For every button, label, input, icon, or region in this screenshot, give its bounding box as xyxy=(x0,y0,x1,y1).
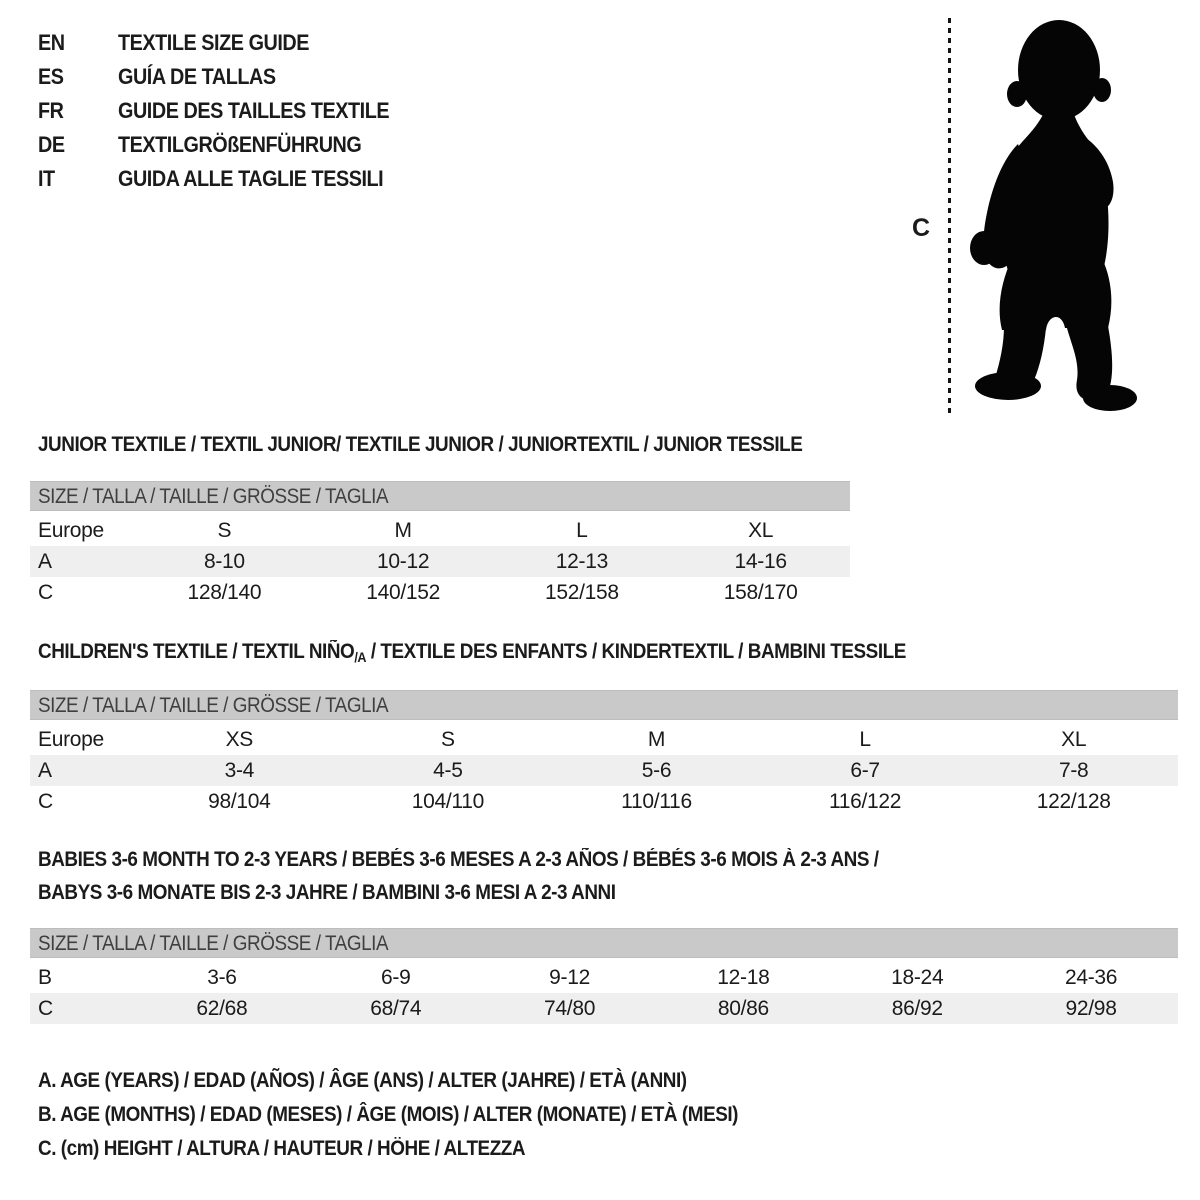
row-label: A xyxy=(38,759,52,782)
height-cell: 74/80 xyxy=(544,997,596,1020)
babies-size-table xyxy=(30,928,1178,1024)
row-label: B xyxy=(38,966,52,989)
children-title-rest: / TEXTILE DES ENFANTS / KINDERTEXTIL / BAMBINI TESSILE xyxy=(366,640,906,663)
children-title-sub: /A xyxy=(354,649,367,665)
size-cell: M xyxy=(394,519,412,542)
height-cell: 158/170 xyxy=(723,581,798,604)
size-cell: S xyxy=(217,519,232,542)
language-row-it xyxy=(38,162,419,196)
size-cell: L xyxy=(859,728,871,751)
row-label: Europe xyxy=(38,519,104,542)
size-header-bar: SIZE / TALLA / TAILLE / GRÖSSE / TAGLIA xyxy=(30,690,1178,720)
row-label: C xyxy=(38,997,53,1020)
legend-height-cm: C. (cm) HEIGHT / ALTURA / HAUTEUR / HÖHE / ALTEZZA xyxy=(38,1137,526,1160)
row-label: Europe xyxy=(38,728,104,751)
age-cell: 10-12 xyxy=(377,550,430,573)
row-label: A xyxy=(38,550,52,573)
table-row-height xyxy=(30,577,850,608)
size-cell: XL xyxy=(1061,728,1087,751)
size-cell: S xyxy=(441,728,455,751)
language-row-en xyxy=(38,26,419,60)
guide-title-de: TEXTILGRÖßENFÜHRUNG xyxy=(118,132,362,157)
language-row-es xyxy=(38,60,419,94)
age-cell: 6-7 xyxy=(850,759,880,782)
age-cell: 4-5 xyxy=(433,759,463,782)
height-cell: 62/68 xyxy=(196,997,248,1020)
language-code: DE xyxy=(38,132,65,157)
age-cell: 12-13 xyxy=(555,550,608,573)
junior-section-title: JUNIOR TEXTILE / TEXTIL JUNIOR/ TEXTILE JUNIOR / JUNIORTEXTIL / JUNIOR TESSILE xyxy=(38,433,803,456)
language-title-list xyxy=(38,26,419,196)
table-row-region xyxy=(30,515,850,546)
language-row-fr xyxy=(38,94,419,128)
table-row-region xyxy=(30,724,1178,755)
size-cell: L xyxy=(576,519,588,542)
height-cell: 68/74 xyxy=(370,997,422,1020)
size-header-bar: SIZE / TALLA / TAILLE / GRÖSSE / TAGLIA xyxy=(30,928,1178,958)
age-cell: 3-4 xyxy=(224,759,255,782)
table-row-height xyxy=(30,786,1178,817)
age-cell: 9-12 xyxy=(549,966,590,989)
measure-legend xyxy=(38,1064,816,1166)
age-cell: 7-8 xyxy=(1058,759,1089,782)
table-row-height xyxy=(30,993,1178,1024)
age-cell: 18-24 xyxy=(891,966,944,989)
children-size-table xyxy=(30,690,1178,817)
babies-section-title-line2: BABYS 3-6 MONATE BIS 2-3 JAHRE / BAMBINI 3-6 MESI A 2-3 ANNI xyxy=(38,881,616,904)
size-cell: M xyxy=(647,728,666,751)
height-cell: 80/86 xyxy=(717,997,769,1020)
size-header-bar: SIZE / TALLA / TAILLE / GRÖSSE / TAGLIA xyxy=(30,481,850,511)
height-cell: 86/92 xyxy=(891,997,943,1020)
legend-age-years: A. AGE (YEARS) / EDAD (AÑOS) / ÂGE (ANS) / ALTER (JAHRE) / ETÀ (ANNI) xyxy=(38,1069,687,1092)
age-cell: 6-9 xyxy=(381,966,411,989)
language-code: IT xyxy=(38,166,55,191)
size-cell: XL xyxy=(748,519,774,542)
age-cell: 12-18 xyxy=(717,966,770,989)
language-row-de xyxy=(38,128,419,162)
age-cell: 3-6 xyxy=(207,966,237,989)
height-cell: 98/104 xyxy=(208,790,271,813)
children-title-main: CHILDREN'S TEXTILE / TEXTIL NIÑO xyxy=(38,640,355,663)
age-cell: 24-36 xyxy=(1064,966,1118,989)
table-row-age xyxy=(30,755,1178,786)
height-measure-label: C xyxy=(912,214,931,242)
table-row-age-months xyxy=(30,962,1178,993)
height-cell: 122/128 xyxy=(1036,790,1111,813)
height-cell: 152/158 xyxy=(544,581,619,604)
guide-title-it: GUIDA ALLE TAGLIE TESSILI xyxy=(118,166,384,191)
row-label: C xyxy=(38,581,53,604)
age-cell: 14-16 xyxy=(734,550,787,573)
toddler-silhouette-icon xyxy=(962,12,1142,420)
guide-title-fr: GUIDE DES TAILLES TEXTILE xyxy=(118,98,390,123)
language-code: EN xyxy=(38,30,65,55)
height-cell: 92/98 xyxy=(1065,997,1117,1020)
height-cell: 116/122 xyxy=(828,790,902,813)
size-cell: XS xyxy=(225,728,253,751)
children-section-title xyxy=(38,640,906,665)
height-cell: 110/116 xyxy=(621,790,692,813)
language-code: FR xyxy=(38,98,64,123)
table-row-age xyxy=(30,546,850,577)
legend-age-months: B. AGE (MONTHS) / EDAD (MESES) / ÂGE (MOIS) / ALTER (MONATE) / ETÀ (MESI) xyxy=(38,1103,739,1126)
height-cell: 104/110 xyxy=(411,790,485,813)
guide-title-es: GUÍA DE TALLAS xyxy=(118,64,276,89)
age-cell: 5-6 xyxy=(641,759,672,782)
row-label: C xyxy=(38,790,53,813)
guide-title-en: TEXTILE SIZE GUIDE xyxy=(118,30,310,55)
height-cell: 140/152 xyxy=(366,581,441,604)
height-cell: 128/140 xyxy=(187,581,262,604)
junior-size-table xyxy=(30,481,850,608)
language-code: ES xyxy=(38,64,64,89)
age-cell: 8-10 xyxy=(203,550,245,573)
babies-section-title-line1: BABIES 3-6 MONTH TO 2-3 YEARS / BEBÉS 3-6 MESES A 2-3 AÑOS / BÉBÉS 3-6 MOIS À 2-3 ANS / xyxy=(38,848,879,871)
height-measure-dashed-line xyxy=(948,18,951,416)
